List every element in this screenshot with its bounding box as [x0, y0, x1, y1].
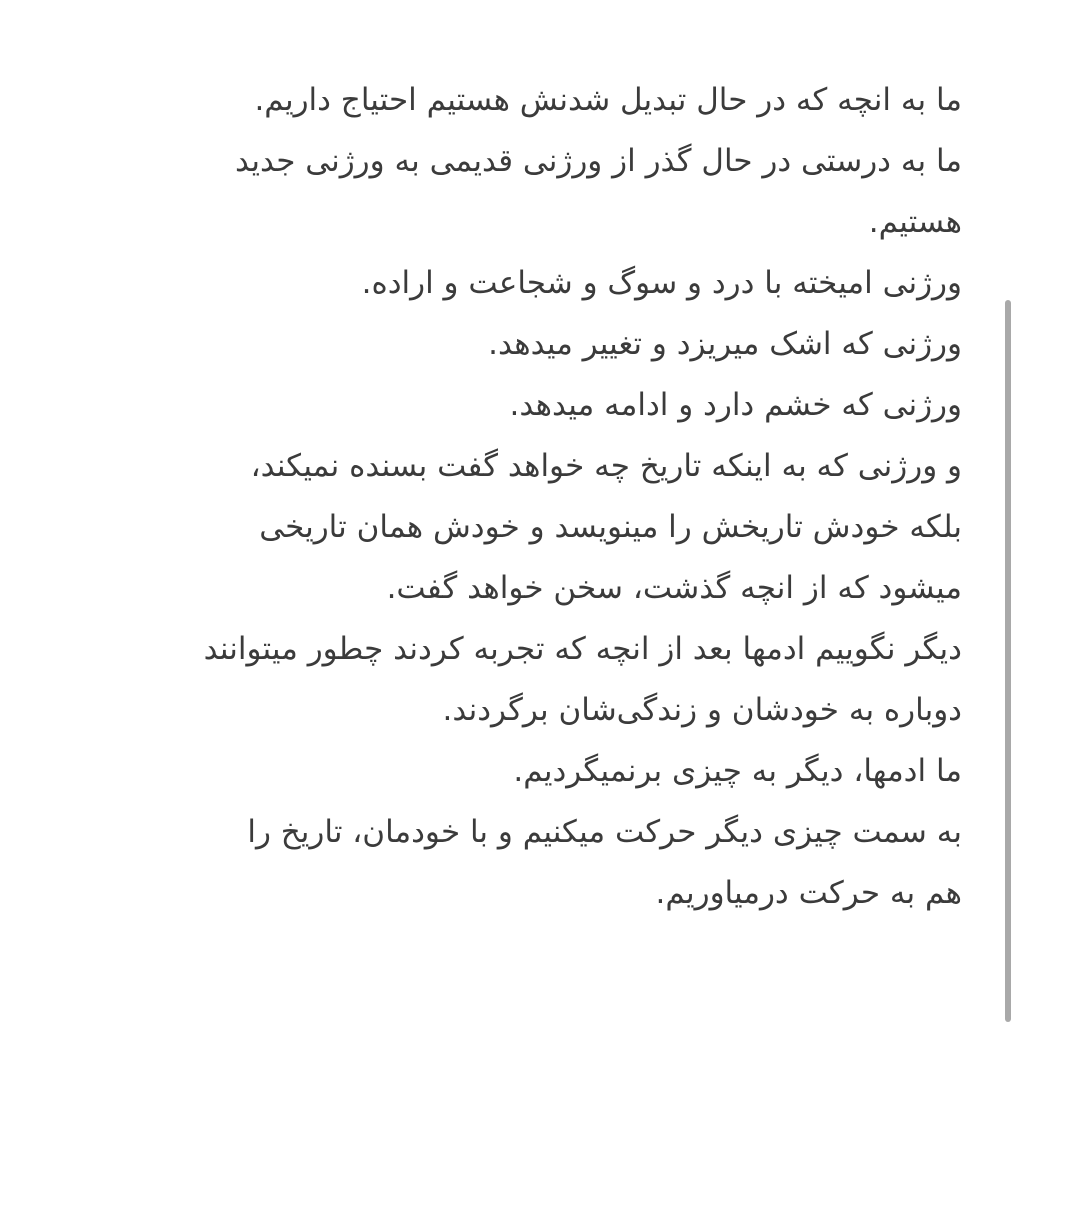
scrollbar-thumb[interactable] [1005, 300, 1011, 1022]
paragraph: و ورژنی که به اینکه تاریخ چه خواهد گفت بسنده نمیکند، بلکه خودش تاریخش را مینویسد و خودش همان تاریخی میشود که از انچه گذشت، سخن خواهد گفت. [250, 448, 962, 606]
vertical-scrollbar[interactable] [1004, 300, 1012, 1022]
paragraph: ورژنی که اشک میریزد و تغییر میدهد. [488, 326, 962, 362]
paragraph: ما به انچه که در حال تبدیل شدنش هستیم احتیاج داریم. [254, 82, 962, 118]
paragraph: ورژنی امیخته با درد و سوگ و شجاعت و اراده. [361, 265, 962, 301]
paragraph: به سمت چیزی دیگر حرکت میکنیم و با خودمان، تاریخ را هم به حرکت درمیاوریم. [247, 814, 962, 911]
paragraph: دیگر نگوییم ادمها بعد از انچه که تجربه کردند چطور میتوانند دوباره به خودشان و زندگی‌شان برگردند. [203, 631, 962, 728]
paragraph: ورژنی که خشم دارد و ادامه میدهد. [509, 387, 962, 423]
paragraph: ما ادمها، دیگر به چیزی برنمیگردیم. [513, 753, 962, 789]
document-text [202, 70, 962, 924]
paragraph: ما به درستی در حال گذر از ورژنی قدیمی به ورژنی جدید هستیم. [235, 143, 962, 240]
